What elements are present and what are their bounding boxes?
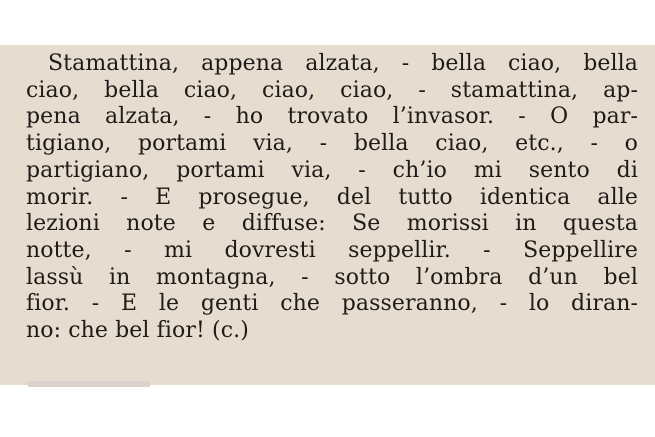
text-line: lezioni note e diffuse: Se morissi in questa <box>26 211 638 237</box>
text-line: Stamattina, appena alzata, - bella ciao, bella <box>48 51 638 76</box>
text-line: partigiano, portami via, - ch’io mi sento di <box>26 157 638 183</box>
text-line: notte, - mi dovresti seppellir. - Seppellire <box>26 237 638 263</box>
text-line: tigiano, portami via, - bella ciao, etc., - o <box>26 131 638 157</box>
text-line: fior. - E le genti che passeranno, - lo diran- <box>26 291 638 317</box>
text-line: ciao, bella ciao, ciao, ciao, - stamattina, ap- <box>26 77 638 103</box>
text-line: morir. - E prosegue, del tutto identica alle <box>26 184 638 210</box>
scan-artifact <box>28 381 150 387</box>
text-line: pena alzata, - ho trovato l’invasor. - O par- <box>26 104 638 130</box>
text-line: lassù in montagna, - sotto l’ombra d’un bel <box>26 264 638 290</box>
text-line: no: che bel fior! (c.) <box>26 318 249 344</box>
clipping-page <box>0 45 655 385</box>
song-text-paragraph <box>26 51 638 345</box>
